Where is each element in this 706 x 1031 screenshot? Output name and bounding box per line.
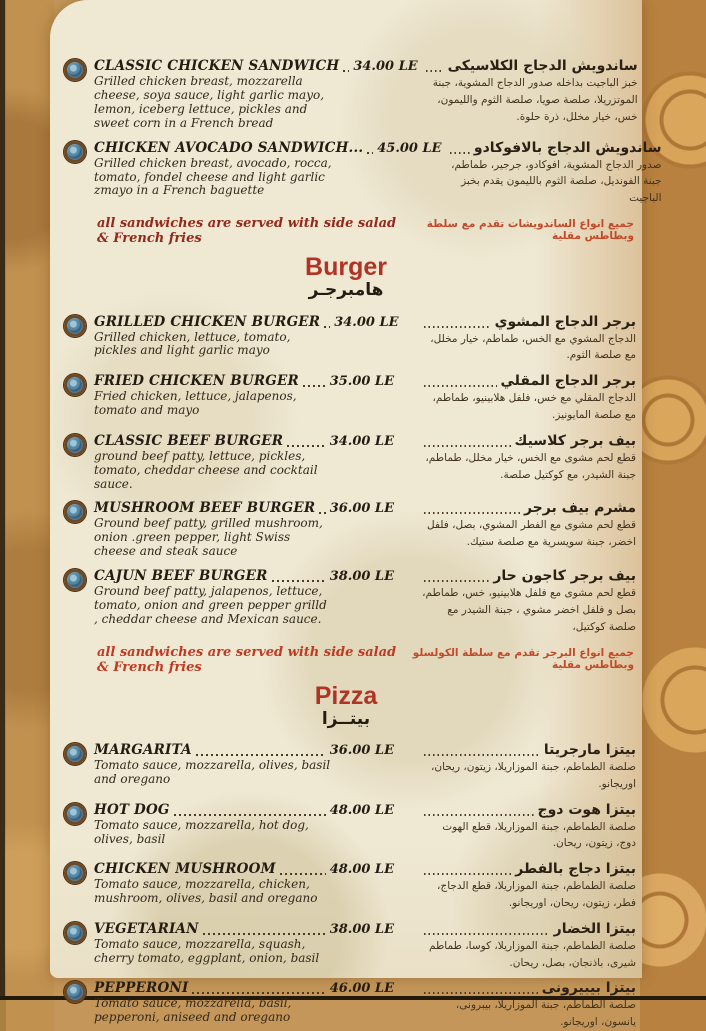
- item-description-en: Tomato sauce, mozzarella, basil, pepperoni, aniseed and oregano: [94, 996, 292, 1025]
- item-name-row: [94, 861, 394, 877]
- item-name-en: CAJUN BEEF BURGER: [94, 568, 268, 585]
- item-name-en: CLASSIC BEEF BURGER: [94, 432, 284, 449]
- item-description-ar: صلصة الطماطم، جبنة الموزاريلا، قطع الدجاج، فطر، زيتون، ريحان، اوريجانو.: [437, 880, 636, 910]
- item-name-row-arabic: [420, 921, 636, 937]
- menu-item-row: [64, 980, 636, 1031]
- item-name-en: GRILLED CHICKEN BURGER: [94, 313, 321, 330]
- item-price: 38.00 LE: [329, 569, 394, 585]
- menu-item-row: [64, 314, 636, 365]
- dotted-leader: [196, 754, 326, 756]
- item-price: 34.00 LE: [353, 59, 418, 74]
- menu-item-row: [64, 500, 636, 559]
- menu-item-row: [64, 802, 636, 853]
- dotted-leader: [367, 152, 373, 154]
- section-note-en: all sandwiches are served with side salad & French fries: [97, 216, 397, 247]
- item-price: 35.00 LE: [329, 374, 394, 390]
- item-name-row-arabic: [420, 980, 636, 996]
- dotted-leader: [343, 70, 349, 72]
- item-name-ar: بيتزا دجاج بالفطر: [515, 861, 636, 878]
- item-description-en: Tomato sauce, mozzarella, olives, basil and oregano: [94, 758, 331, 786]
- item-name-row: [94, 802, 394, 818]
- item-name-en: VEGETARIAN: [94, 920, 199, 937]
- dotted-leader: [424, 385, 497, 387]
- dotted-leader: [203, 933, 326, 935]
- item-english-block: [94, 742, 394, 787]
- dotted-leader: [424, 933, 550, 935]
- item-arabic-block: [416, 568, 636, 635]
- item-english-block: [94, 140, 442, 199]
- brand-medallion-icon: [64, 315, 86, 337]
- section-header: [50, 683, 642, 731]
- brand-medallion-icon: [64, 501, 86, 523]
- menu-item-row: [64, 58, 636, 131]
- brand-medallion-icon: [64, 922, 86, 944]
- item-name-en: CHICKEN MUSHROOM: [94, 861, 276, 878]
- dotted-leader: [424, 754, 540, 756]
- item-arabic-block: [416, 500, 636, 551]
- item-name-row-arabic: [420, 433, 636, 449]
- dotted-leader: [424, 445, 511, 447]
- item-name-row-arabic: [420, 742, 636, 758]
- item-price: 34.00 LE: [334, 314, 399, 330]
- item-name-en: MARGARITA: [94, 742, 192, 759]
- dotted-leader: [280, 873, 326, 875]
- menu-content: [50, 0, 662, 1029]
- item-price: 48.00 LE: [329, 862, 394, 878]
- item-name-ar: برجر الدجاج المقلي: [500, 373, 636, 390]
- item-description-ar: خبز الباجيت بداخله صدور الدجاج المشوية، جبنة الموتزريلا، صلصة صويا، صلصة الثوم والليمون، خس، خيار مخلل، ذرة حلوة.: [432, 77, 638, 123]
- item-name-row-arabic: [420, 802, 636, 818]
- item-english-block: [94, 314, 399, 359]
- dotted-leader: [426, 70, 444, 72]
- item-price: 38.00 LE: [329, 921, 394, 937]
- item-price: 36.00 LE: [329, 501, 394, 517]
- item-arabic-block: [416, 921, 636, 972]
- menu-paper: [50, 0, 662, 1029]
- item-name-en: PEPPERONI: [94, 980, 189, 997]
- section-note-ar: جميع انواع البرجر تقدم مع سلطة الكولسلو وبطاطس مقلية: [412, 646, 634, 671]
- item-name-ar: بيف برجر كلاسيك: [514, 432, 636, 449]
- item-name-row-arabic: [420, 373, 636, 389]
- dotted-leader: [287, 445, 326, 447]
- item-name-ar: مشرم بيف برجر: [523, 500, 636, 517]
- item-description-en: Grilled chicken breast, mozzarella cheese, soya sauce, light garlic mayo, lemon, iceberg lettuce, pickles and sweet corn in a French bread: [94, 74, 325, 130]
- item-english-block: [94, 568, 394, 627]
- item-arabic-block: [416, 861, 636, 912]
- item-name-en: MUSHROOM BEEF BURGER: [94, 500, 316, 517]
- menu-item-row: [64, 742, 636, 793]
- item-name-row-arabic: [420, 861, 636, 877]
- item-description-en: Grilled chicken, lettuce, tomato, pickles and light garlic mayo: [94, 329, 291, 358]
- dotted-leader: [424, 580, 489, 582]
- item-description-ar: قطع لحم مشوى مع الفطر المشوي، بصل، فلفل اخضر، جبنة سويسرية مع صلصة ستيك.: [427, 519, 636, 549]
- item-price: 34.00 LE: [329, 433, 394, 449]
- item-description-ar: صدور الدجاج المشوية، افوكادو، جرجير، طماطم، جبنة الفونديل، صلصة الثوم بالليمون يقدم بخبز الباجيت: [451, 158, 662, 205]
- item-description-ar: صلصة الطماطم، جبنة الموزاريلا، قطع الهوت دوج، زيتون، ريحان.: [442, 820, 636, 850]
- item-name-ar: بيتزا مارجريتا: [543, 742, 636, 759]
- brand-medallion-icon: [64, 141, 86, 163]
- item-name-en: HOT DOG: [94, 801, 170, 818]
- item-name-row: [94, 568, 394, 584]
- item-description-ar: الدجاج المقلي مع خس، فلفل هلابينيو، طماطم، مع صلصة المايونيز.: [432, 392, 636, 421]
- dotted-leader: [272, 580, 326, 582]
- item-price: 45.00 LE: [377, 140, 442, 156]
- item-name-row: [94, 140, 442, 156]
- item-price: 46.00 LE: [329, 981, 394, 997]
- item-name-ar: بيتزا الخضار: [553, 920, 636, 937]
- brand-medallion-icon: [64, 981, 86, 1003]
- dotted-leader: [174, 814, 326, 816]
- item-english-block: [94, 802, 394, 847]
- menu-item-row: [64, 568, 636, 635]
- item-description-en: ground beef patty, lettuce, pickles, tomato, cheddar cheese and cocktail sauce.: [94, 448, 318, 491]
- item-english-block: [94, 921, 394, 966]
- item-name-row-arabic: [422, 58, 638, 74]
- item-description-en: Ground beef patty, grilled mushroom, onion .green pepper, light Swiss cheese and steak sauce: [94, 516, 323, 559]
- item-arabic-block: [418, 58, 638, 125]
- menu-item-row: [64, 921, 636, 972]
- brand-medallion-icon: [64, 374, 86, 396]
- item-description-en: Tomato sauce, mozzarella, squash, cherry tomato, eggplant, onion, basil: [94, 936, 320, 965]
- dotted-leader: [424, 873, 511, 875]
- item-name-row-arabic: [446, 140, 662, 156]
- dotted-leader: [424, 992, 538, 994]
- item-english-block: [94, 373, 394, 418]
- item-arabic-block: [416, 314, 636, 365]
- item-arabic-block: [416, 433, 636, 484]
- item-name-ar: بيتزا هوت دوج: [537, 801, 636, 818]
- item-name-ar: ساندويش الدجاج الكلاسيكى: [447, 58, 638, 74]
- item-name-en: CHICKEN AVOCADO SANDWICH...: [94, 139, 364, 156]
- dotted-leader: [424, 814, 534, 816]
- brand-medallion-icon: [64, 862, 86, 884]
- item-name-row: [94, 314, 399, 330]
- dotted-leader: [192, 992, 325, 994]
- brand-medallion-icon: [64, 434, 86, 456]
- item-arabic-block: [416, 802, 636, 853]
- dotted-leader: [424, 326, 491, 328]
- item-name-row: [94, 433, 394, 449]
- item-name-row-arabic: [420, 500, 636, 516]
- dotted-leader: [450, 152, 470, 154]
- item-name-ar: بيف برجر كاجون حار: [493, 568, 636, 585]
- dotted-leader: [324, 326, 330, 328]
- item-description-en: Grilled chicken breast, avocado, rocca, tomato, fondel cheese and light garlic zmayo in a French baguette: [94, 155, 332, 198]
- item-name-row: [94, 921, 394, 937]
- section-note: [97, 216, 634, 246]
- item-arabic-block: [416, 980, 636, 1031]
- menu-item-row: [64, 373, 636, 424]
- item-name-en: CLASSIC CHICKEN SANDWICH: [94, 58, 340, 74]
- section-note-ar: جميع انواع الساندويشات تقدم مع سلطة وبطاطس مقلية: [426, 218, 634, 243]
- dotted-leader: [424, 512, 520, 514]
- section-title-ar: هامبرجـر: [308, 280, 384, 301]
- item-price: 36.00 LE: [329, 743, 394, 759]
- brand-medallion-icon: [64, 803, 86, 825]
- brand-medallion-icon: [64, 59, 86, 81]
- item-name-row-arabic: [420, 568, 636, 584]
- item-description-ar: قطع لحم مشوى مع الخس، خيار مخلل، طماطم، جبنة الشيدر، مع كوكتيل صلصة.: [425, 451, 636, 481]
- item-english-block: [94, 861, 394, 906]
- item-english-block: [94, 58, 418, 131]
- item-english-block: [94, 433, 394, 492]
- item-name-row: [94, 58, 418, 74]
- item-arabic-block: [416, 742, 636, 793]
- item-name-row: [94, 373, 394, 389]
- item-arabic-block: [416, 373, 636, 424]
- section-header: [50, 254, 642, 302]
- section-note: [97, 645, 634, 675]
- section-note-en: all sandwiches are served with side salad & French fries: [97, 644, 397, 675]
- item-name-row: [94, 980, 394, 996]
- item-name-row: [94, 742, 394, 758]
- menu-item-row: [64, 861, 636, 912]
- item-description-en: Fried chicken, lettuce, jalapenos, tomato and mayo: [94, 389, 297, 418]
- item-name-en: FRIED CHICKEN BURGER: [94, 373, 299, 390]
- section-title-en: Burger: [305, 253, 387, 282]
- item-description-en: Tomato sauce, mozzarella, chicken, mushroom, olives, basil and oregano: [94, 877, 318, 906]
- section-title-en: Pizza: [314, 681, 378, 710]
- menu-item-row: [64, 433, 636, 492]
- menu-item-row: [64, 139, 662, 207]
- item-english-block: [94, 500, 394, 559]
- item-description-ar: صلصة الطماطم، جبنة الموزاريلا، زيتون، ريحان، اوريجانو.: [430, 761, 636, 790]
- item-name-ar: بيتزا بيبيرونى: [541, 980, 636, 997]
- item-description-ar: صلصة الطماطم، جبنة الموزاريلا، كوسا، طماطم شيرى، باذنجان، بصل، ريحان.: [428, 939, 636, 969]
- item-name-row-arabic: [420, 314, 636, 330]
- section-title-ar: بيتــزا: [321, 708, 371, 729]
- item-arabic-block: [442, 140, 662, 207]
- dotted-leader: [303, 385, 326, 387]
- item-description-ar: صلصة الطماطم، جبنة الموزاريلا، بيبرونى، يانسون، اوريجانو.: [455, 999, 636, 1029]
- photo-left-edge: [0, 0, 5, 1000]
- item-name-row: [94, 500, 394, 516]
- item-description-ar: الدجاج المشوي مع الخس، طماطم، خيار مخلل، مع صلصة الثوم.: [430, 332, 636, 362]
- item-english-block: [94, 980, 394, 1025]
- item-price: 48.00 LE: [329, 802, 394, 818]
- dotted-leader: [319, 512, 325, 514]
- brand-medallion-icon: [64, 569, 86, 591]
- item-name-ar: برجر الدجاج المشوي: [494, 313, 636, 330]
- item-description-ar: قطع لحم مشوى مع فلفل هلابينيو، خس، طماطم، بصل و فلفل اخضر مشوي ، جبنة الشيدر مع صلصة كوكتيل،: [422, 587, 636, 633]
- item-description-en: Ground beef patty, jalapenos, lettuce, tomato, onion and green pepper grilld , cheddar cheese and Mexican sauce.: [94, 584, 327, 626]
- item-description-en: Tomato sauce, mozzarella, hot dog, olives, basil: [94, 817, 309, 846]
- item-name-ar: ساندويش الدجاج بالافوكادو: [473, 139, 662, 156]
- brand-medallion-icon: [64, 743, 86, 765]
